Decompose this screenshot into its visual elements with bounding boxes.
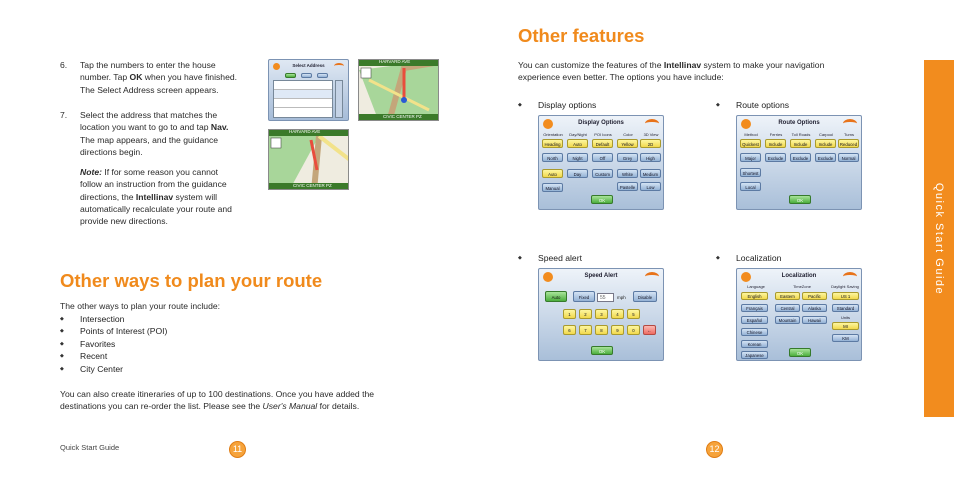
- section-heading: Other ways to plan your route: [60, 270, 323, 291]
- tz-eastern-button[interactable]: Eastern: [775, 292, 800, 300]
- text: directions, the: [80, 191, 136, 202]
- text: system will: [173, 191, 218, 202]
- text-line: [518, 59, 898, 71]
- swoosh-icon: [645, 272, 659, 281]
- column-label: Toll Roads: [791, 132, 811, 137]
- speed-unit: mph: [617, 295, 626, 300]
- key-9[interactable]: 9: [611, 325, 624, 335]
- text: when you have finished.: [142, 72, 238, 83]
- note-line: [80, 166, 275, 178]
- key-2[interactable]: 2: [579, 309, 592, 319]
- tz-alaska-button[interactable]: Alaska: [802, 304, 827, 312]
- localization-screenshot: [736, 268, 862, 361]
- units-km-button[interactable]: KM: [832, 334, 859, 342]
- dst-standard-button[interactable]: Standard: [832, 304, 859, 312]
- view-medium-button[interactable]: Medium: [640, 169, 661, 178]
- daynight-day-button[interactable]: Day: [567, 169, 588, 178]
- daynight-night-button[interactable]: Night: [567, 153, 588, 162]
- color-pastelle-button[interactable]: Pastelle: [617, 182, 638, 191]
- tolls-include-button[interactable]: Include: [790, 139, 811, 148]
- list-item: ◆ Speed alert: [518, 252, 582, 264]
- swoosh-icon: [645, 119, 659, 128]
- step-number: 7.: [60, 110, 68, 120]
- scrollbar[interactable]: [335, 80, 343, 118]
- swoosh-icon: [334, 63, 344, 69]
- text: destinations you can re-order the list. Please see the: [60, 401, 263, 412]
- text-line: You can also create itineraries of up to 100 destinations. Once you have added the: [60, 389, 375, 399]
- text-line: [80, 121, 275, 133]
- map-screenshot-1: [358, 59, 439, 121]
- map-button[interactable]: [301, 73, 312, 78]
- screen-title: Display Options: [578, 120, 624, 126]
- dst-us-button[interactable]: US 1: [832, 292, 859, 300]
- column-label: POI Icons: [594, 132, 612, 137]
- language-japanese-button[interactable]: Japanese: [741, 351, 768, 359]
- swoosh-icon: [843, 119, 857, 128]
- column-label: Ferries: [769, 132, 783, 137]
- intro-text: The other ways to plan your route include:: [60, 301, 221, 311]
- nav-button[interactable]: [285, 73, 296, 78]
- screen-title: Select Address: [292, 63, 325, 68]
- language-french-button[interactable]: Français: [741, 304, 768, 312]
- list-item: ◆ Favorites: [60, 338, 167, 350]
- map-graphic: [359, 60, 439, 121]
- feature-route: [716, 99, 789, 111]
- feature-localization: [716, 252, 781, 264]
- text-line: experience even better. The options you have include:: [518, 72, 724, 83]
- list-item[interactable]: [274, 99, 332, 108]
- ferries-exclude-button[interactable]: Exclude: [765, 153, 786, 162]
- select-address-screenshot: [268, 59, 349, 121]
- autozoom-manual-button[interactable]: Manual: [542, 183, 563, 192]
- fixed-button[interactable]: Fixed: [573, 291, 595, 302]
- list-item: ◆ Intersection: [60, 313, 167, 325]
- text: If for some reason you cannot: [101, 167, 219, 178]
- column-label: Daylight Saving: [831, 284, 859, 289]
- orientation-north-button[interactable]: North: [542, 153, 563, 162]
- key-8[interactable]: 8: [595, 325, 608, 335]
- text-line: The Select Address screen appears.: [80, 84, 219, 95]
- list-item: ◆ City Center: [60, 363, 167, 375]
- step-7: [60, 109, 275, 228]
- column-label: Day/Night: [569, 132, 587, 137]
- ok-button[interactable]: OK: [591, 195, 613, 204]
- list-item: ◆ Localization: [716, 252, 781, 264]
- intro-text: [518, 59, 898, 84]
- list-item: ◆ Points of Interest (POI): [60, 325, 167, 337]
- column-label: 3D View: [643, 132, 659, 137]
- note-label: Note:: [80, 167, 102, 178]
- color-white-button[interactable]: White: [617, 169, 638, 178]
- autozoom-auto-button[interactable]: Auto: [542, 169, 563, 178]
- turns-normal-button[interactable]: Normal: [838, 153, 859, 162]
- map-screenshot-2: [268, 129, 349, 190]
- column-label: Color: [623, 132, 633, 137]
- orientation-heading-button[interactable]: Heading: [542, 139, 563, 148]
- poi-custom-button[interactable]: Custom: [592, 169, 613, 178]
- method-shortest-button[interactable]: Shortest: [740, 168, 761, 177]
- ok-button[interactable]: OK: [789, 348, 811, 357]
- manual-title: User's Manual: [262, 401, 318, 412]
- address-list[interactable]: [273, 80, 333, 118]
- nav-term: Nav.: [210, 122, 229, 133]
- text: number. Tap: [80, 72, 130, 83]
- text-line: follow an instruction from the guidance: [80, 179, 227, 190]
- map-bottom-label: CIVIC CENTER PZ: [293, 183, 332, 188]
- text-line: Select the address that matches the: [80, 110, 218, 120]
- ok-button[interactable]: OK: [789, 195, 811, 204]
- list-item[interactable]: [274, 90, 332, 99]
- turns-reduced-button[interactable]: Reduced: [838, 139, 859, 148]
- text-line: [60, 400, 430, 412]
- ferries-include-button[interactable]: Include: [765, 139, 786, 148]
- view-high-button[interactable]: High: [640, 153, 661, 162]
- key-1[interactable]: 1: [563, 309, 576, 319]
- ok-button[interactable]: OK: [591, 346, 613, 355]
- text: for details.: [317, 401, 360, 412]
- speed-alert-screenshot: [538, 268, 664, 361]
- poi-off-button[interactable]: Off: [592, 153, 613, 162]
- list-item[interactable]: [274, 81, 332, 90]
- speed-value-field[interactable]: 55: [597, 293, 614, 302]
- text-line: automatically recalculate your route and: [80, 204, 232, 215]
- column-label: Carpool: [818, 132, 833, 137]
- tz-mountain-button[interactable]: Mountain: [775, 316, 800, 324]
- column-label: Language: [747, 284, 765, 289]
- key-6[interactable]: 6: [563, 325, 576, 335]
- tz-hawaii-button[interactable]: Hawaii: [802, 316, 827, 324]
- daynight-auto-button[interactable]: Auto: [567, 139, 588, 148]
- text-line: Tap the numbers to enter the house: [80, 60, 216, 70]
- note-line: [80, 191, 275, 203]
- language-english-button[interactable]: English: [741, 292, 768, 300]
- map-street-label: HARVARD AVE: [289, 129, 321, 134]
- language-chinese-button[interactable]: Chinese: [741, 328, 768, 336]
- list-item: ◆ Recent: [60, 350, 167, 362]
- units-mi-button[interactable]: MI: [832, 322, 859, 330]
- side-tab: [924, 60, 954, 417]
- key-0[interactable]: 0: [627, 325, 640, 335]
- backspace-icon: ←: [647, 328, 652, 333]
- map-street-label: HARVARD AVE: [379, 59, 411, 64]
- method-local-button[interactable]: Local: [740, 182, 761, 191]
- view-low-button[interactable]: Low: [640, 182, 661, 191]
- key-7[interactable]: 7: [579, 325, 592, 335]
- plan-options-list: [60, 313, 167, 375]
- text: location you want to go to and tap: [80, 122, 211, 133]
- text: You can customize the features of the: [518, 60, 664, 70]
- color-grey-button[interactable]: Grey: [617, 153, 638, 162]
- text: system to make your navigation: [701, 60, 825, 70]
- list-item: ◆ Route options: [716, 99, 789, 111]
- section-heading: Other features: [518, 25, 645, 46]
- tolls-exclude-button[interactable]: Exclude: [790, 153, 811, 162]
- backspace-button[interactable]: [643, 325, 656, 335]
- language-korean-button[interactable]: Korean: [741, 340, 768, 348]
- footer-text: Quick Start Guide: [60, 443, 120, 452]
- language-spanish-button[interactable]: Español: [741, 316, 768, 324]
- disable-button[interactable]: Disable: [633, 291, 657, 302]
- feature-speed: [518, 252, 582, 264]
- method-major-button[interactable]: Major: [740, 153, 761, 162]
- screen-title: Speed Alert: [584, 273, 618, 279]
- map-graphic: [269, 130, 349, 190]
- text-line: [80, 71, 275, 83]
- column-label: Method: [744, 132, 758, 137]
- itinerary-text: [60, 388, 430, 413]
- route-options-screenshot: [736, 115, 862, 210]
- tz-pacific-button[interactable]: Pacific: [802, 292, 827, 300]
- display-options-screenshot: [538, 115, 664, 210]
- brand: Intellinav: [135, 191, 174, 202]
- text-line: The map appears, and the guidance: [80, 134, 219, 145]
- page-number-left: 11: [229, 441, 246, 458]
- list-item: ◆ Display options: [518, 99, 596, 111]
- back-button[interactable]: [317, 73, 328, 78]
- auto-button[interactable]: Auto: [545, 291, 567, 302]
- carpool-exclude-button[interactable]: Exclude: [815, 153, 836, 162]
- step-6: [60, 59, 275, 96]
- column-label: Turns: [843, 132, 855, 137]
- tz-central-button[interactable]: Central: [775, 304, 800, 312]
- key-3[interactable]: 3: [595, 309, 608, 319]
- brand: Intellinav: [663, 60, 702, 70]
- units-label: Units: [840, 315, 851, 320]
- step-number: 6.: [60, 60, 68, 70]
- color-yellow-button[interactable]: Yellow: [617, 139, 638, 148]
- text-line: provide new directions.: [80, 216, 168, 227]
- swoosh-icon: [843, 272, 857, 281]
- button-row: [273, 73, 346, 78]
- method-quickest-button[interactable]: Quickest: [740, 139, 761, 148]
- ok-term: OK: [129, 72, 143, 83]
- column-label: Orientation: [543, 132, 563, 137]
- feature-display: [518, 99, 596, 111]
- column-label: TimeZone: [793, 284, 811, 289]
- page-number-right: 12: [706, 441, 723, 458]
- view-2d-button[interactable]: 2D: [640, 139, 661, 148]
- side-tab-label: Quick Start Guide: [933, 182, 945, 295]
- key-4[interactable]: 4: [611, 309, 624, 319]
- carpool-include-button[interactable]: Include: [815, 139, 836, 148]
- screen-title: Localization: [781, 273, 817, 279]
- screen-title: Route Options: [778, 120, 820, 126]
- key-5[interactable]: 5: [627, 309, 640, 319]
- poi-default-button[interactable]: Default: [592, 139, 613, 148]
- map-bottom-label: CIVIC CENTER PZ: [383, 114, 422, 119]
- text-line: directions begin.: [80, 146, 143, 157]
